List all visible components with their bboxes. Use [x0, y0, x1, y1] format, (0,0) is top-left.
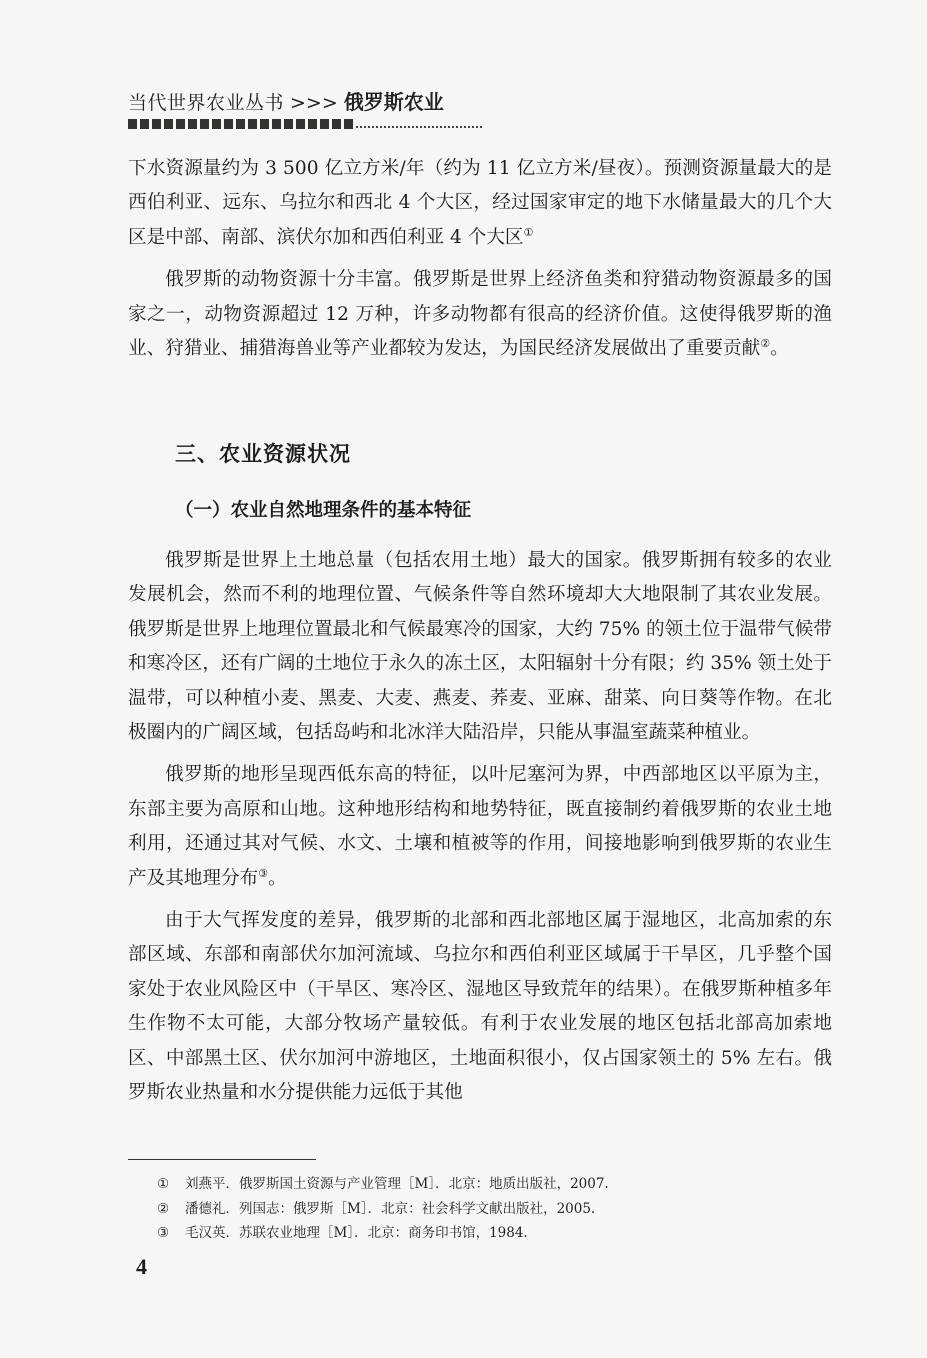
footnote-mark: ① [157, 1176, 170, 1192]
footnote-item [157, 1197, 817, 1222]
body-text-main [128, 544, 832, 1119]
book-title: 俄罗斯农业 [343, 90, 444, 114]
body-text-top [128, 152, 832, 374]
footnote-mark: ② [157, 1200, 170, 1217]
series-title: 当代世界农业丛书 [128, 92, 285, 114]
footnotes [157, 1172, 817, 1246]
footnote-ref[interactable]: ① [523, 225, 534, 239]
paragraph: 俄罗斯的地形呈现西低东高的特征，以叶尼塞河为界，中西部地区以平原为主，东部主要为高原和山地。这种地形结构和地势特征，既直接制约着俄罗斯的农业土地利用，还通过其对气候、水文、土壤和植被等的作用，间接地影响到俄罗斯的农业生产及其地理分布③。 [128, 764, 832, 889]
paragraph: 俄罗斯是世界上土地总量（包括农用土地）最大的国家。俄罗斯拥有较多的农业发展机会，然而不利的地理位置、气候条件等自然环境却大大地限制了其农业发展。俄罗斯是世界上地理位置最北和气候最寒冷的国家，大约 75% 的领土位于温带气候带和寒冷区，还有广阔的土地位于永久的冻土区，太阳辐射十分有限；约 35% 领土处于温带，可以种植小麦、黑麦、大麦、燕麦、荞麦、亚麻、甜菜、向日葵等作物。在北极圈内的广阔区域，包括岛屿和北冰洋大陆沿岸，只能从事温室蔬菜种植业。 [128, 550, 832, 744]
running-header [128, 86, 444, 115]
footnote-mark: ③ [157, 1225, 170, 1241]
footnote-text: 潘德礼．列国志：俄罗斯［M］．北京：社会科学文献出版社，2005. [185, 1200, 596, 1217]
footnote-text: 刘燕平．俄罗斯国土资源与产业管理［M］．北京：地质出版社，2007. [185, 1176, 609, 1192]
sub-heading: （一）农业自然地理条件的基本特征 [175, 500, 472, 521]
footnote-divider [128, 1159, 316, 1160]
header-decorative-rule [128, 119, 484, 133]
paragraph: 由于大气挥发度的差异，俄罗斯的北部和西北部地区属于湿地区，北高加索的东部区域、东部和南部伏尔加河流域、乌拉尔和西伯利亚区域属于干旱区，几乎整个国家处于农业风险区中（干旱区、寒冷区、湿地区导致荒年的结果）。在俄罗斯种植多年生作物不太可能，大部分牧场产量较低。有利于农业发展的地区包括北部高加索地区、中部黑土区、伏尔加河中游地区，土地面积很小，仅占国家领土的 5% 左右。俄罗斯农业热量和水分提供能力远低于其他 [128, 910, 832, 1104]
header-arrows: >>> [290, 92, 338, 114]
paragraph: 下水资源量约为 3 500 亿立方米/年（约为 11 亿立方米/昼夜）。预测资源量最大的是西伯利亚、远东、乌拉尔和西北 4 个大区，经过国家审定的地下水储量最大的几个大区是中部、南部、滨伏尔加和西伯利亚 4 个大区① [128, 158, 832, 248]
footnote-text: 毛汉英．苏联农业地理［M］．北京：商务印书馆，1984. [185, 1225, 528, 1241]
section-heading: 三、农业资源状况 [175, 442, 351, 466]
footnote-ref[interactable]: ③ [258, 866, 269, 880]
footnote-ref[interactable]: ② [760, 336, 771, 350]
footnote-item [157, 1221, 817, 1246]
footnote-item [157, 1172, 817, 1197]
paragraph: 俄罗斯的动物资源十分丰富。俄罗斯是世界上经济鱼类和狩猎动物资源最多的国家之一，动物资源超过 12 万种，许多动物都有很高的经济价值。这使得俄罗斯的渔业、狩猎业、捕猎海兽业等产业都较为发达，为国民经济发展做出了重要贡献②。 [128, 269, 832, 360]
page-number: 4 [136, 1254, 147, 1279]
